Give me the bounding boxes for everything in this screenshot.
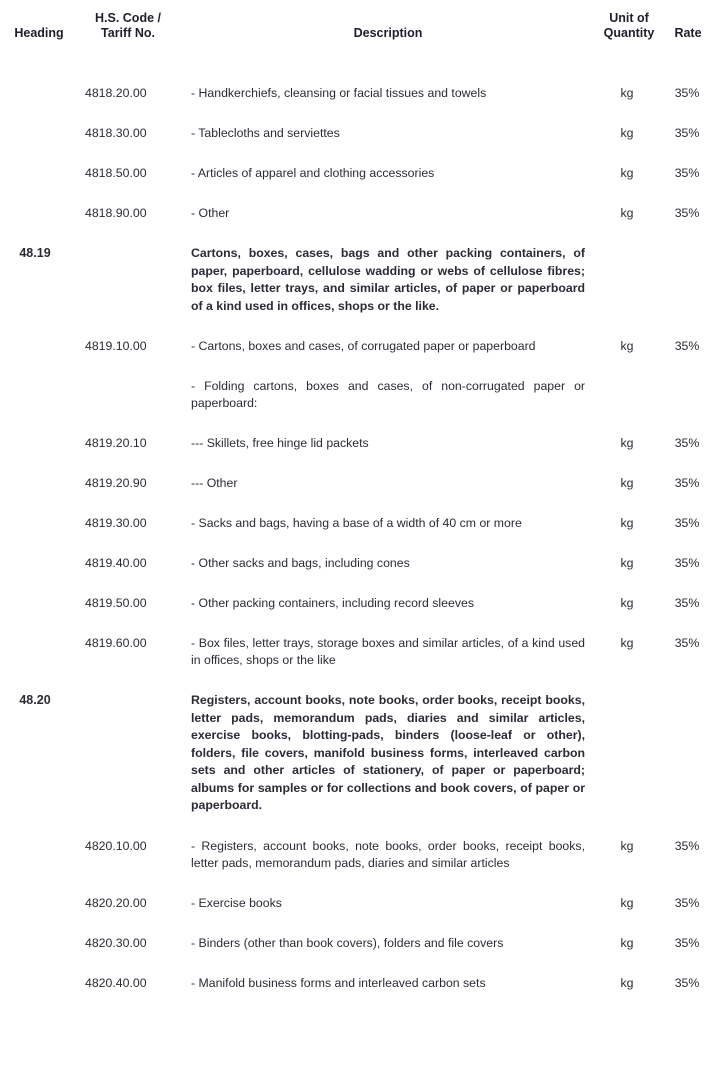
description-text: - Registers, account books, note books, order books, receipt books, letter pads, memorandum pads, diaries and similar articles xyxy=(191,838,585,870)
hs-code: 4819.60.00 xyxy=(85,636,147,650)
unit-of-quantity: kg xyxy=(620,206,634,220)
table-row xyxy=(0,338,716,355)
unit-of-quantity: kg xyxy=(620,339,634,353)
row-spacer xyxy=(0,669,716,692)
heading-number: 48.19 xyxy=(19,246,51,260)
rate-value: 35% xyxy=(674,895,700,910)
table-row xyxy=(0,635,716,669)
row-spacer-cell xyxy=(0,142,716,165)
row-spacer-cell xyxy=(0,532,716,555)
table-row xyxy=(0,895,716,912)
description-text: --- Other xyxy=(191,476,238,490)
rate-value: 35% xyxy=(674,838,700,853)
row-spacer xyxy=(0,102,716,125)
table-row xyxy=(0,595,716,612)
heading-row xyxy=(0,692,716,815)
rate-value: 35% xyxy=(674,975,700,990)
table-row xyxy=(0,515,716,532)
description-text: Cartons, boxes, cases, bags and other packing containers, of paper, paperboard, cellulose wadding or webs of cellulose fibres; box files, letter trays, and similar articles, of paper or paperboard of a kind used in offices, shops or the like. xyxy=(191,246,585,313)
hs-code: 4819.20.10 xyxy=(85,436,147,450)
table-row xyxy=(0,165,716,182)
unit-of-quantity: kg xyxy=(620,126,634,140)
heading-number: 48.20 xyxy=(19,693,51,707)
row-spacer xyxy=(0,62,716,85)
column-header-rate: Rate xyxy=(674,26,702,40)
unit-of-quantity: kg xyxy=(620,895,634,910)
row-spacer-cell xyxy=(0,612,716,635)
row-spacer-cell xyxy=(0,355,716,378)
table-row xyxy=(0,85,716,102)
row-spacer-cell xyxy=(0,182,716,205)
description-text: - Other xyxy=(191,206,230,220)
row-spacer xyxy=(0,222,716,245)
heading-number xyxy=(0,205,78,222)
heading-row xyxy=(0,245,716,315)
hs-code: 4819.10.00 xyxy=(85,339,147,353)
heading-number xyxy=(0,555,78,572)
description-text: - Exercise books xyxy=(191,895,282,910)
row-spacer-cell xyxy=(0,412,716,435)
row-spacer xyxy=(0,142,716,165)
row-spacer xyxy=(0,572,716,595)
row-spacer xyxy=(0,412,716,435)
rate-value: 35% xyxy=(674,126,700,140)
table-row xyxy=(0,975,716,992)
heading-number xyxy=(0,475,78,492)
hs-code xyxy=(78,245,178,315)
unit-of-quantity: kg xyxy=(620,838,634,853)
column-header-hs-code xyxy=(78,0,178,62)
table-row xyxy=(0,205,716,222)
description-text: - Other sacks and bags, including cones xyxy=(191,556,410,570)
row-spacer xyxy=(0,315,716,338)
row-spacer xyxy=(0,355,716,378)
column-header-hs-code-line1: H.S. Code / xyxy=(95,11,161,25)
rate-value: 35% xyxy=(674,556,700,570)
heading-number xyxy=(0,838,78,872)
description-text: - Sacks and bags, having a base of a width of 40 cm or more xyxy=(191,516,522,530)
row-spacer xyxy=(0,612,716,635)
heading-number xyxy=(0,338,78,355)
row-spacer xyxy=(0,452,716,475)
hs-code: 4818.50.00 xyxy=(85,166,147,180)
unit-of-quantity: kg xyxy=(620,516,634,530)
column-header-unit-line2: Quantity xyxy=(603,26,655,40)
column-header-heading: Heading xyxy=(14,26,64,40)
table-row xyxy=(0,125,716,142)
rate-value: 35% xyxy=(674,516,700,530)
heading-number xyxy=(0,435,78,452)
row-spacer-cell xyxy=(0,872,716,895)
rate-value: 35% xyxy=(674,436,700,450)
hs-code: 4820.10.00 xyxy=(85,838,147,853)
column-header-unit-of-quantity xyxy=(598,0,660,62)
hs-code: 4820.20.00 xyxy=(85,895,147,910)
row-spacer-cell xyxy=(0,815,716,838)
unit-of-quantity: kg xyxy=(620,935,634,950)
hs-code: 4818.90.00 xyxy=(85,206,147,220)
rate-value xyxy=(660,245,716,315)
table-row xyxy=(0,475,716,492)
heading-number xyxy=(0,125,78,142)
row-spacer-cell xyxy=(0,222,716,245)
row-spacer xyxy=(0,532,716,555)
row-spacer-cell xyxy=(0,452,716,475)
unit-of-quantity xyxy=(598,692,660,815)
row-spacer-cell xyxy=(0,315,716,338)
hs-code: 4819.40.00 xyxy=(85,556,147,570)
unit-of-quantity xyxy=(598,245,660,315)
rate-value: 35% xyxy=(674,166,700,180)
hs-code: 4819.30.00 xyxy=(85,516,147,530)
rate-value: 35% xyxy=(674,339,700,353)
description-text: - Binders (other than book covers), folders and file covers xyxy=(191,935,504,950)
unit-of-quantity xyxy=(598,378,660,412)
hs-code xyxy=(78,692,178,815)
row-spacer-cell xyxy=(0,912,716,935)
description-text: - Handkerchiefs, cleansing or facial tissues and towels xyxy=(191,86,487,100)
column-header-unit-line1: Unit of xyxy=(609,11,649,25)
description-text: - Other packing containers, including record sleeves xyxy=(191,596,474,610)
row-spacer-cell xyxy=(0,669,716,692)
row-spacer-cell xyxy=(0,492,716,515)
hs-code: 4819.50.00 xyxy=(85,596,147,610)
description-text: - Manifold business forms and interleaved carbon sets xyxy=(191,975,486,990)
row-spacer-cell xyxy=(0,952,716,975)
row-spacer xyxy=(0,815,716,838)
description-text: - Cartons, boxes and cases, of corrugated paper or paperboard xyxy=(191,339,536,353)
description-text: - Tablecloths and serviettes xyxy=(191,126,340,140)
column-header-hs-code-line2: Tariff No. xyxy=(101,26,155,40)
table-header xyxy=(0,0,716,62)
unit-of-quantity: kg xyxy=(620,436,634,450)
rate-value: 35% xyxy=(674,206,700,220)
hs-code xyxy=(78,378,178,412)
unit-of-quantity: kg xyxy=(620,975,634,990)
rate-value: 35% xyxy=(674,86,700,100)
unit-of-quantity: kg xyxy=(620,596,634,610)
rate-value: 35% xyxy=(674,596,700,610)
heading-number xyxy=(0,935,78,952)
rate-value: 35% xyxy=(674,935,700,950)
rate-value xyxy=(660,378,716,412)
rate-value xyxy=(660,692,716,815)
table-row xyxy=(0,378,716,412)
row-spacer xyxy=(0,952,716,975)
row-spacer-cell xyxy=(0,102,716,125)
row-spacer xyxy=(0,492,716,515)
column-header-description: Description xyxy=(353,26,423,40)
heading-number xyxy=(0,975,78,992)
rate-value: 35% xyxy=(674,476,700,490)
table-body xyxy=(0,62,716,992)
heading-number xyxy=(0,165,78,182)
description-text: - Box files, letter trays, storage boxes and similar articles, of a kind used in offices, shops or the like xyxy=(191,636,585,667)
hs-code: 4819.20.90 xyxy=(85,476,147,490)
description-text: --- Skillets, free hinge lid packets xyxy=(191,436,369,450)
rate-value: 35% xyxy=(674,636,700,650)
table-row xyxy=(0,555,716,572)
heading-number xyxy=(0,515,78,532)
heading-number xyxy=(0,635,78,669)
table-row xyxy=(0,838,716,872)
row-spacer-cell xyxy=(0,62,716,85)
table-row xyxy=(0,935,716,952)
heading-number xyxy=(0,85,78,102)
description-text: Registers, account books, note books, order books, receipt books, letter pads, memorandum pads, diaries and similar articles, exercise books, blotting-pads, binders (loose-leaf or other), folders, file covers, manifold business forms, interleaved carbon sets and other articles of stationery, of paper or paperboard; albums for samples or for collections and book covers, of paper or paperboard. xyxy=(191,693,585,812)
row-spacer xyxy=(0,872,716,895)
hs-code: 4820.40.00 xyxy=(85,975,147,990)
row-spacer xyxy=(0,182,716,205)
row-spacer-cell xyxy=(0,572,716,595)
description-text: - Articles of apparel and clothing accessories xyxy=(191,166,435,180)
unit-of-quantity: kg xyxy=(620,166,634,180)
unit-of-quantity: kg xyxy=(620,86,634,100)
hs-code: 4818.30.00 xyxy=(85,126,147,140)
hs-code: 4820.30.00 xyxy=(85,935,147,950)
heading-number xyxy=(0,895,78,912)
hs-code: 4818.20.00 xyxy=(85,86,147,100)
heading-number xyxy=(0,595,78,612)
row-spacer xyxy=(0,912,716,935)
unit-of-quantity: kg xyxy=(620,636,634,650)
unit-of-quantity: kg xyxy=(620,556,634,570)
unit-of-quantity: kg xyxy=(620,476,634,490)
table-row xyxy=(0,435,716,452)
heading-number xyxy=(0,378,78,412)
description-text: - Folding cartons, boxes and cases, of non-corrugated paper or paperboard: xyxy=(191,379,585,410)
